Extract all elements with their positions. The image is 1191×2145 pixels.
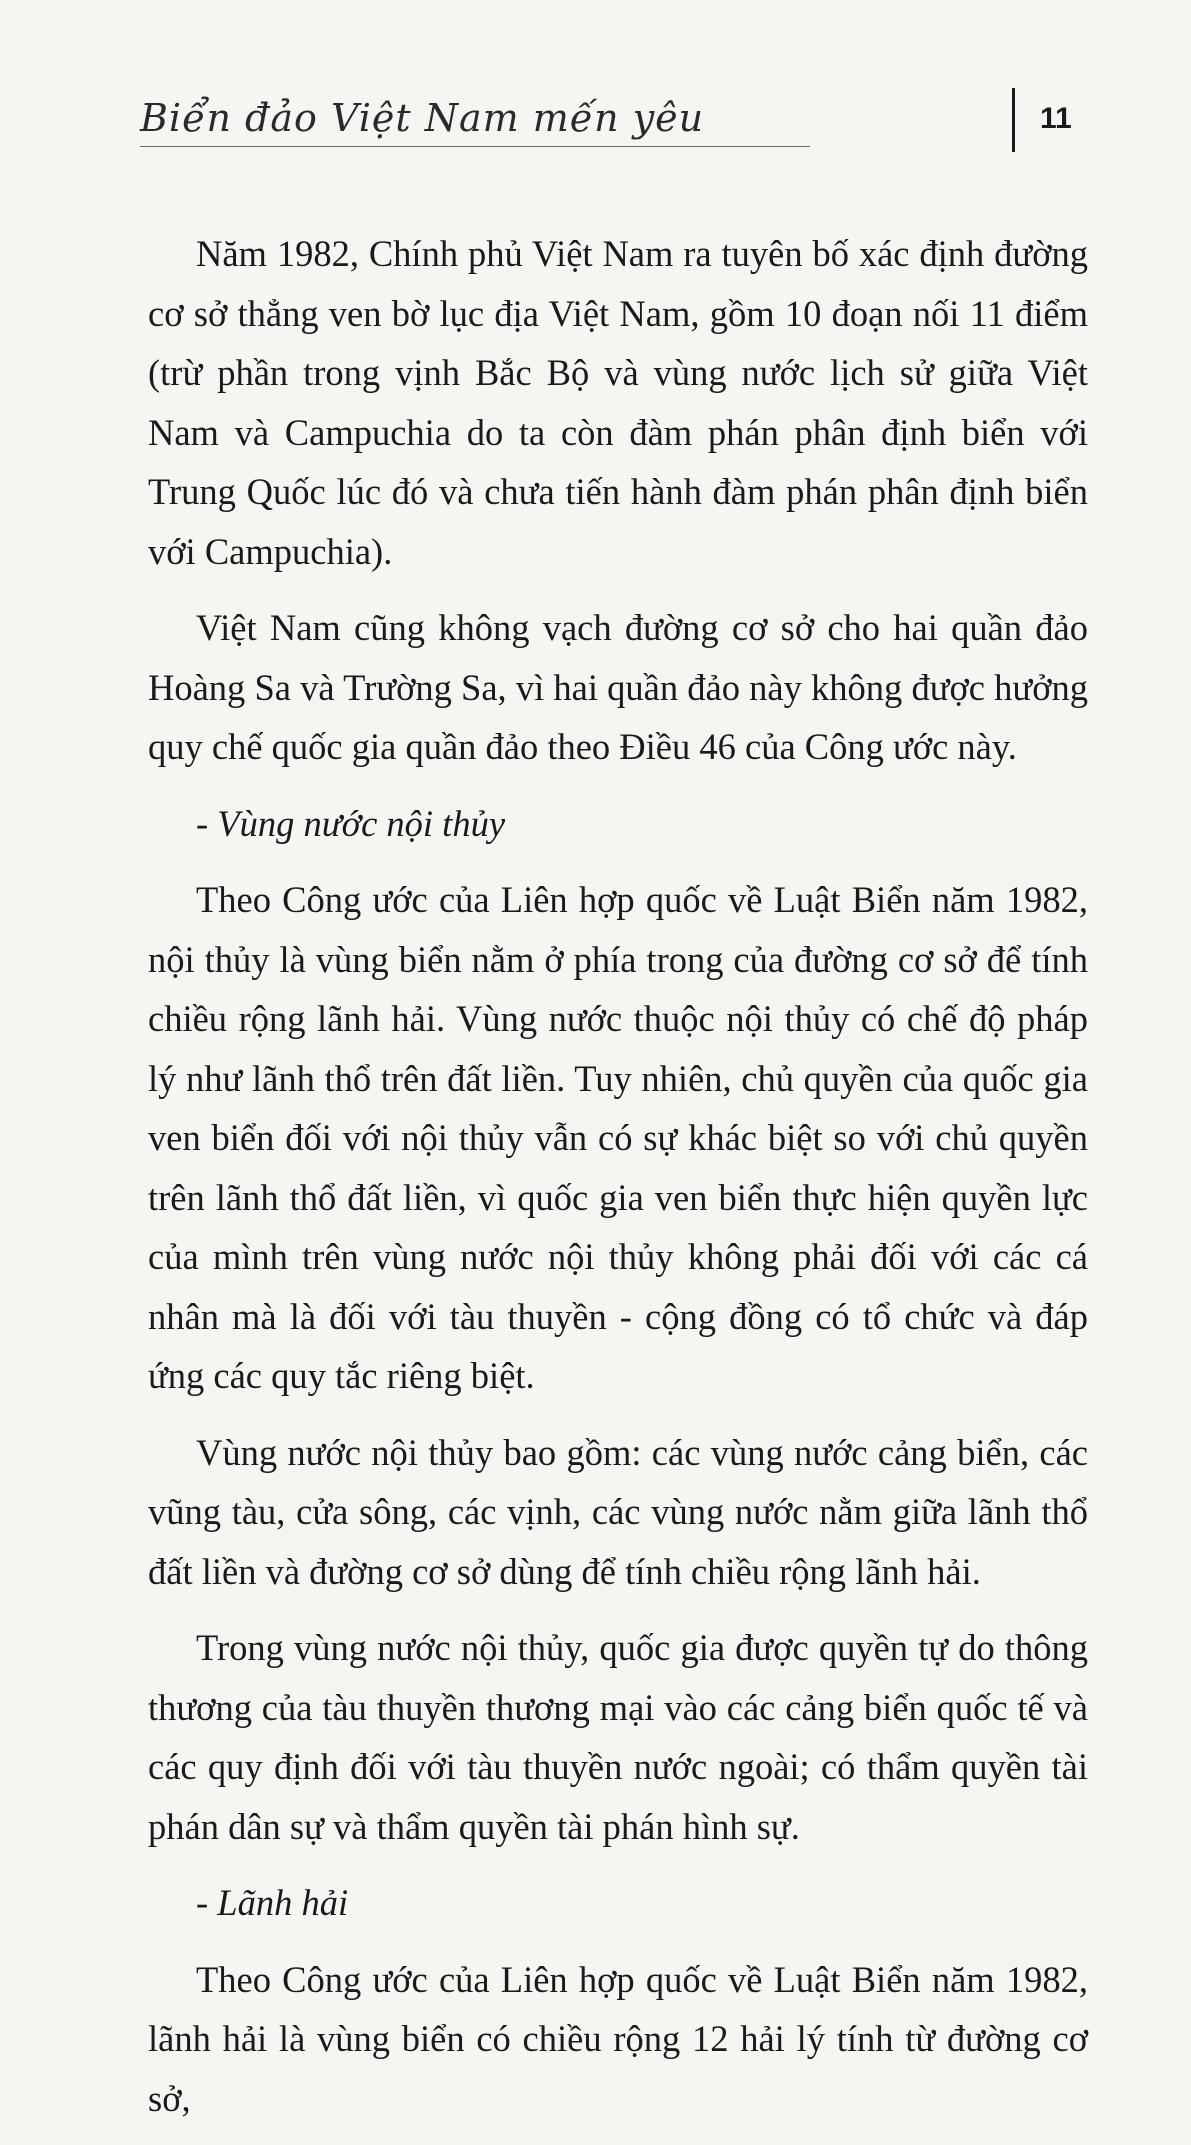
page-body [148, 224, 1088, 2145]
paragraph: Năm 1982, Chính phủ Việt Nam ra tuyên bố xác định đường cơ sở thẳng ven bờ lục địa Việt Nam, gồm 10 đoạn nối 11 điểm (trừ phần trong vịnh Bắc Bộ và vùng nước lịch sử giữa Việt Nam và Campuchia do ta còn đàm phán phân định biển với Trung Quốc lúc đó và chưa tiến hành đàm phán phân định biển với Campuchia). [148, 233, 1088, 572]
page-number: 11 [1040, 102, 1072, 135]
paragraph: Trong vùng nước nội thủy, quốc gia được quyền tự do thông thương của tàu thuyền thương mại vào các cảng biển quốc tế và các quy định đối với tàu thuyền nước ngoài; có thẩm quyền tài phán dân sự và thẩm quyền tài phán hình sự. [148, 1627, 1088, 1847]
section-heading: - Vùng nước nội thủy [196, 802, 506, 844]
running-title: Biển đảo Việt Nam mến yêu [140, 96, 705, 140]
header-separator [1012, 88, 1015, 152]
paragraph: Theo Công ước của Liên hợp quốc về Luật Biển năm 1982, lãnh hải là vùng biển có chiều rộng 12 hải lý tính từ đường cơ sở, [148, 1958, 1088, 2119]
header-rule [140, 146, 810, 147]
page-header [0, 0, 1191, 150]
paragraph: Vùng nước nội thủy bao gồm: các vùng nước cảng biển, các vũng tàu, cửa sông, các vịnh, các vùng nước nằm giữa lãnh thổ đất liền và đường cơ sở dùng để tính chiều rộng lãnh hải. [148, 1431, 1088, 1592]
paragraph: Việt Nam cũng không vạch đường cơ sở cho hai quần đảo Hoàng Sa và Trường Sa, vì hai quần đảo này không được hưởng quy chế quốc gia quần đảo theo Điều 46 của Công ước này. [148, 607, 1088, 767]
paragraph: Theo Công ước của Liên hợp quốc về Luật Biển năm 1982, nội thủy là vùng biển nằm ở phía trong của đường cơ sở để tính chiều rộng lãnh hải. Vùng nước thuộc nội thủy có chế độ pháp lý như lãnh thổ trên đất liền. Tuy nhiên, chủ quyền của quốc gia ven biển đối với nội thủy vẫn có sự khác biệt so với chủ quyền trên lãnh thổ đất liền, vì quốc gia ven biển thực hiện quyền lực của mình trên vùng nước nội thủy không phải đối với các cá nhân mà là đối với tàu thuyền - cộng đồng có tổ chức và đáp ứng các quy tắc riêng biệt. [148, 879, 1088, 1396]
section-heading: - Lãnh hải [196, 1882, 349, 1923]
